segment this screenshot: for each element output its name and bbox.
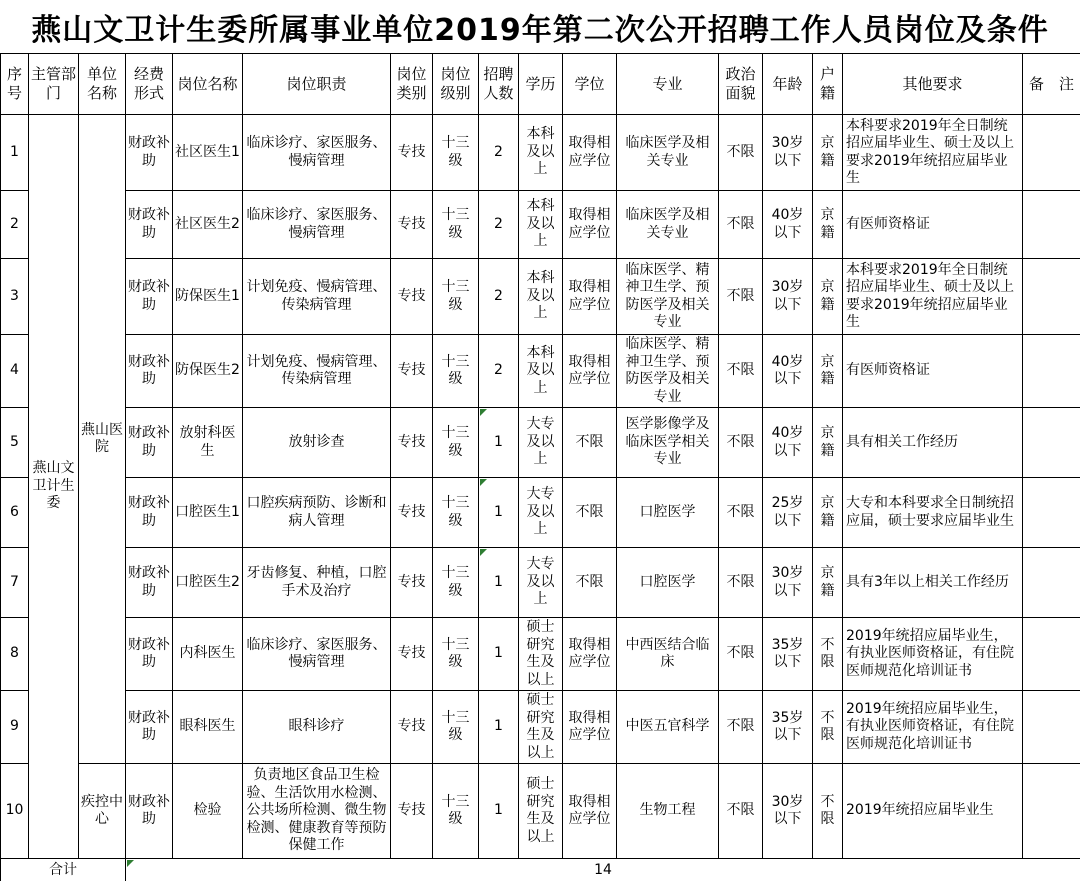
- header-education: 学历: [519, 54, 563, 115]
- cell-residence: 京籍: [813, 335, 843, 408]
- cell-age: 40岁以下: [763, 191, 813, 259]
- header-degree: 学位: [563, 54, 617, 115]
- cell-funding: 财政补助: [126, 408, 173, 478]
- cell-degree: 取得相应学位: [563, 618, 617, 691]
- cell-degree: 取得相应学位: [563, 191, 617, 259]
- cell-political: 不限: [719, 478, 763, 548]
- recruitment-table: [0, 53, 1080, 881]
- cell-duties: 计划免疫、慢病管理、传染病管理: [243, 259, 391, 335]
- table-row: [1, 191, 1080, 259]
- cell-category: 专技: [391, 548, 433, 618]
- cell-other: 大专和本科要求全日制统招应届，硕士要求应届毕业生: [843, 478, 1023, 548]
- header-row: [1, 54, 1080, 115]
- header-residence: 户籍: [813, 54, 843, 115]
- table-row: [1, 548, 1080, 618]
- cell-funding: 财政补助: [126, 548, 173, 618]
- cell-funding: 财政补助: [126, 618, 173, 691]
- cell-category: 专技: [391, 691, 433, 764]
- cell-political: 不限: [719, 335, 763, 408]
- table-row: [1, 259, 1080, 335]
- table-row: [1, 335, 1080, 408]
- cell-residence: 不限: [813, 618, 843, 691]
- page-title: 燕山文卫计生委所属事业单位2019年第二次公开招聘工作人员岗位及条件: [31, 12, 1049, 48]
- cell-degree: 取得相应学位: [563, 335, 617, 408]
- cell-education: 本科及以上: [519, 335, 563, 408]
- header-position: 岗位名称: [173, 54, 243, 115]
- cell-count: 1: [479, 548, 519, 618]
- cell-category: 专技: [391, 764, 433, 859]
- cell-remark: [1023, 764, 1080, 859]
- cell-supervisor: 燕山文卫计生委: [29, 115, 79, 859]
- cell-education: 硕士研究生及以上: [519, 618, 563, 691]
- cell-residence: 京籍: [813, 115, 843, 191]
- cell-residence: 京籍: [813, 259, 843, 335]
- cell-count: 1: [479, 691, 519, 764]
- cell-category: 专技: [391, 335, 433, 408]
- cell-other: 具有3年以上相关工作经历: [843, 548, 1023, 618]
- cell-count: 1: [479, 618, 519, 691]
- cell-remark: [1023, 618, 1080, 691]
- cell-position: 放射科医生: [173, 408, 243, 478]
- cell-category: 专技: [391, 191, 433, 259]
- cell-no: 6: [1, 478, 29, 548]
- cell-age: 30岁以下: [763, 764, 813, 859]
- cell-other: 具有相关工作经历: [843, 408, 1023, 478]
- cell-other: 有医师资格证: [843, 191, 1023, 259]
- cell-remark: [1023, 691, 1080, 764]
- cell-political: 不限: [719, 548, 763, 618]
- cell-duties: 放射诊查: [243, 408, 391, 478]
- cell-no: 7: [1, 548, 29, 618]
- cell-residence: 京籍: [813, 478, 843, 548]
- table-row: [1, 478, 1080, 548]
- cell-education: 硕士研究生及以上: [519, 691, 563, 764]
- cell-category: 专技: [391, 408, 433, 478]
- cell-no: 10: [1, 764, 29, 859]
- cell-political: 不限: [719, 691, 763, 764]
- header-duties: 岗位职责: [243, 54, 391, 115]
- table-row: [1, 115, 1080, 191]
- cell-category: 专技: [391, 618, 433, 691]
- cell-political: 不限: [719, 618, 763, 691]
- header-funding: 经费形式: [126, 54, 173, 115]
- cell-major: 生物工程: [617, 764, 719, 859]
- footer-total: 14: [126, 859, 1080, 881]
- header-category: 岗位类别: [391, 54, 433, 115]
- cell-other: 2019年统招应届毕业生，有执业医师资格证，有住院医师规范化培训证书: [843, 618, 1023, 691]
- cell-level: 十三级: [433, 548, 479, 618]
- cell-level: 十三级: [433, 478, 479, 548]
- cell-position: 社区医生1: [173, 115, 243, 191]
- cell-position: 内科医生: [173, 618, 243, 691]
- cell-unit: 燕山医院: [79, 115, 126, 764]
- cell-degree: 不限: [563, 548, 617, 618]
- cell-education: 大专及以上: [519, 548, 563, 618]
- cell-level: 十三级: [433, 115, 479, 191]
- cell-unit: 疾控中心: [79, 764, 126, 859]
- cell-remark: [1023, 408, 1080, 478]
- cell-age: 35岁以下: [763, 691, 813, 764]
- cell-level: 十三级: [433, 764, 479, 859]
- cell-political: 不限: [719, 191, 763, 259]
- cell-education: 本科及以上: [519, 191, 563, 259]
- cell-degree: 取得相应学位: [563, 259, 617, 335]
- header-other: 其他要求: [843, 54, 1023, 115]
- cell-count: 2: [479, 115, 519, 191]
- cell-major: 临床医学及相关专业: [617, 191, 719, 259]
- cell-residence: 不限: [813, 691, 843, 764]
- cell-remark: [1023, 259, 1080, 335]
- cell-duties: 牙齿修复、种植，口腔手术及治疗: [243, 548, 391, 618]
- cell-count: 2: [479, 335, 519, 408]
- cell-remark: [1023, 335, 1080, 408]
- cell-position: 口腔医生2: [173, 548, 243, 618]
- cell-category: 专技: [391, 478, 433, 548]
- cell-level: 十三级: [433, 408, 479, 478]
- cell-level: 十三级: [433, 618, 479, 691]
- cell-no: 8: [1, 618, 29, 691]
- cell-political: 不限: [719, 408, 763, 478]
- cell-level: 十三级: [433, 335, 479, 408]
- cell-major: 临床医学、精神卫生学、预防医学及相关专业: [617, 335, 719, 408]
- cell-no: 1: [1, 115, 29, 191]
- cell-no: 9: [1, 691, 29, 764]
- cell-duties: 口腔疾病预防、诊断和病人管理: [243, 478, 391, 548]
- cell-level: 十三级: [433, 259, 479, 335]
- cell-funding: 财政补助: [126, 478, 173, 548]
- cell-no: 4: [1, 335, 29, 408]
- cell-no: 2: [1, 191, 29, 259]
- cell-duties: 临床诊疗、家医服务、慢病管理: [243, 191, 391, 259]
- table-row: [1, 764, 1080, 859]
- cell-major: 医学影像学及临床医学相关专业: [617, 408, 719, 478]
- cell-education: 硕士研究生及以上: [519, 764, 563, 859]
- cell-age: 30岁以下: [763, 259, 813, 335]
- cell-age: 40岁以下: [763, 335, 813, 408]
- cell-major: 中西医结合临床: [617, 618, 719, 691]
- header-remark: 备 注: [1023, 54, 1080, 115]
- cell-funding: 财政补助: [126, 764, 173, 859]
- cell-political: 不限: [719, 115, 763, 191]
- cell-age: 40岁以下: [763, 408, 813, 478]
- cell-position: 检验: [173, 764, 243, 859]
- header-political: 政治面貌: [719, 54, 763, 115]
- cell-duties: 临床诊疗、家医服务、慢病管理: [243, 115, 391, 191]
- cell-degree: 不限: [563, 408, 617, 478]
- cell-position: 眼科医生: [173, 691, 243, 764]
- cell-major: 口腔医学: [617, 548, 719, 618]
- table-body: [1, 115, 1080, 859]
- cell-age: 25岁以下: [763, 478, 813, 548]
- cell-other: 2019年统招应届毕业生: [843, 764, 1023, 859]
- header-major: 专业: [617, 54, 719, 115]
- cell-position: 防保医生2: [173, 335, 243, 408]
- cell-duties: 临床诊疗、家医服务、慢病管理: [243, 618, 391, 691]
- cell-remark: [1023, 191, 1080, 259]
- header-count: 招聘人数: [479, 54, 519, 115]
- table-row: [1, 618, 1080, 691]
- cell-remark: [1023, 115, 1080, 191]
- cell-residence: 不限: [813, 764, 843, 859]
- cell-funding: 财政补助: [126, 335, 173, 408]
- total-row: [1, 859, 1080, 881]
- cell-no: 3: [1, 259, 29, 335]
- cell-other: 2019年统招应届毕业生，有执业医师资格证，有住院医师规范化培训证书: [843, 691, 1023, 764]
- cell-education: 本科及以上: [519, 115, 563, 191]
- cell-education: 本科及以上: [519, 259, 563, 335]
- header-department: 主管部门: [29, 54, 79, 115]
- cell-major: 口腔医学: [617, 478, 719, 548]
- cell-count: 1: [479, 478, 519, 548]
- cell-level: 十三级: [433, 191, 479, 259]
- header-no: 序号: [1, 54, 29, 115]
- table-row: [1, 408, 1080, 478]
- cell-position: 社区医生2: [173, 191, 243, 259]
- header-unit: 单位名称: [79, 54, 126, 115]
- cell-education: 大专及以上: [519, 408, 563, 478]
- cell-level: 十三级: [433, 691, 479, 764]
- footer-label: 合计: [1, 859, 126, 881]
- header-age: 年龄: [763, 54, 813, 115]
- cell-funding: 财政补助: [126, 115, 173, 191]
- cell-age: 30岁以下: [763, 548, 813, 618]
- cell-remark: [1023, 478, 1080, 548]
- cell-remark: [1023, 548, 1080, 618]
- cell-funding: 财政补助: [126, 259, 173, 335]
- cell-other: 本科要求2019年全日制统招应届毕业生、硕士及以上要求2019年统招应届毕业生: [843, 259, 1023, 335]
- cell-education: 大专及以上: [519, 478, 563, 548]
- cell-degree: 取得相应学位: [563, 115, 617, 191]
- cell-position: 口腔医生1: [173, 478, 243, 548]
- table-row: [1, 691, 1080, 764]
- header-level: 岗位级别: [433, 54, 479, 115]
- cell-political: 不限: [719, 764, 763, 859]
- cell-residence: 京籍: [813, 191, 843, 259]
- cell-age: 35岁以下: [763, 618, 813, 691]
- cell-duties: 负责地区食品卫生检验、生活饮用水检测、公共场所检测、微生物检测、健康教育等预防保健工作: [243, 764, 391, 859]
- cell-funding: 财政补助: [126, 191, 173, 259]
- cell-residence: 京籍: [813, 408, 843, 478]
- cell-major: 临床医学及相关专业: [617, 115, 719, 191]
- cell-major: 临床医学、精神卫生学、预防医学及相关专业: [617, 259, 719, 335]
- cell-count: 2: [479, 259, 519, 335]
- cell-degree: 取得相应学位: [563, 764, 617, 859]
- cell-other: 有医师资格证: [843, 335, 1023, 408]
- cell-category: 专技: [391, 115, 433, 191]
- cell-funding: 财政补助: [126, 691, 173, 764]
- cell-other: 本科要求2019年全日制统招应届毕业生、硕士及以上要求2019年统招应届毕业生: [843, 115, 1023, 191]
- cell-political: 不限: [719, 259, 763, 335]
- cell-degree: 不限: [563, 478, 617, 548]
- cell-major: 中医五官科学: [617, 691, 719, 764]
- cell-age: 30岁以下: [763, 115, 813, 191]
- cell-count: 1: [479, 408, 519, 478]
- cell-count: 1: [479, 764, 519, 859]
- cell-category: 专技: [391, 259, 433, 335]
- cell-count: 2: [479, 191, 519, 259]
- cell-duties: 计划免疫、慢病管理、传染病管理: [243, 335, 391, 408]
- cell-residence: 京籍: [813, 548, 843, 618]
- cell-no: 5: [1, 408, 29, 478]
- cell-duties: 眼科诊疗: [243, 691, 391, 764]
- cell-degree: 取得相应学位: [563, 691, 617, 764]
- cell-position: 防保医生1: [173, 259, 243, 335]
